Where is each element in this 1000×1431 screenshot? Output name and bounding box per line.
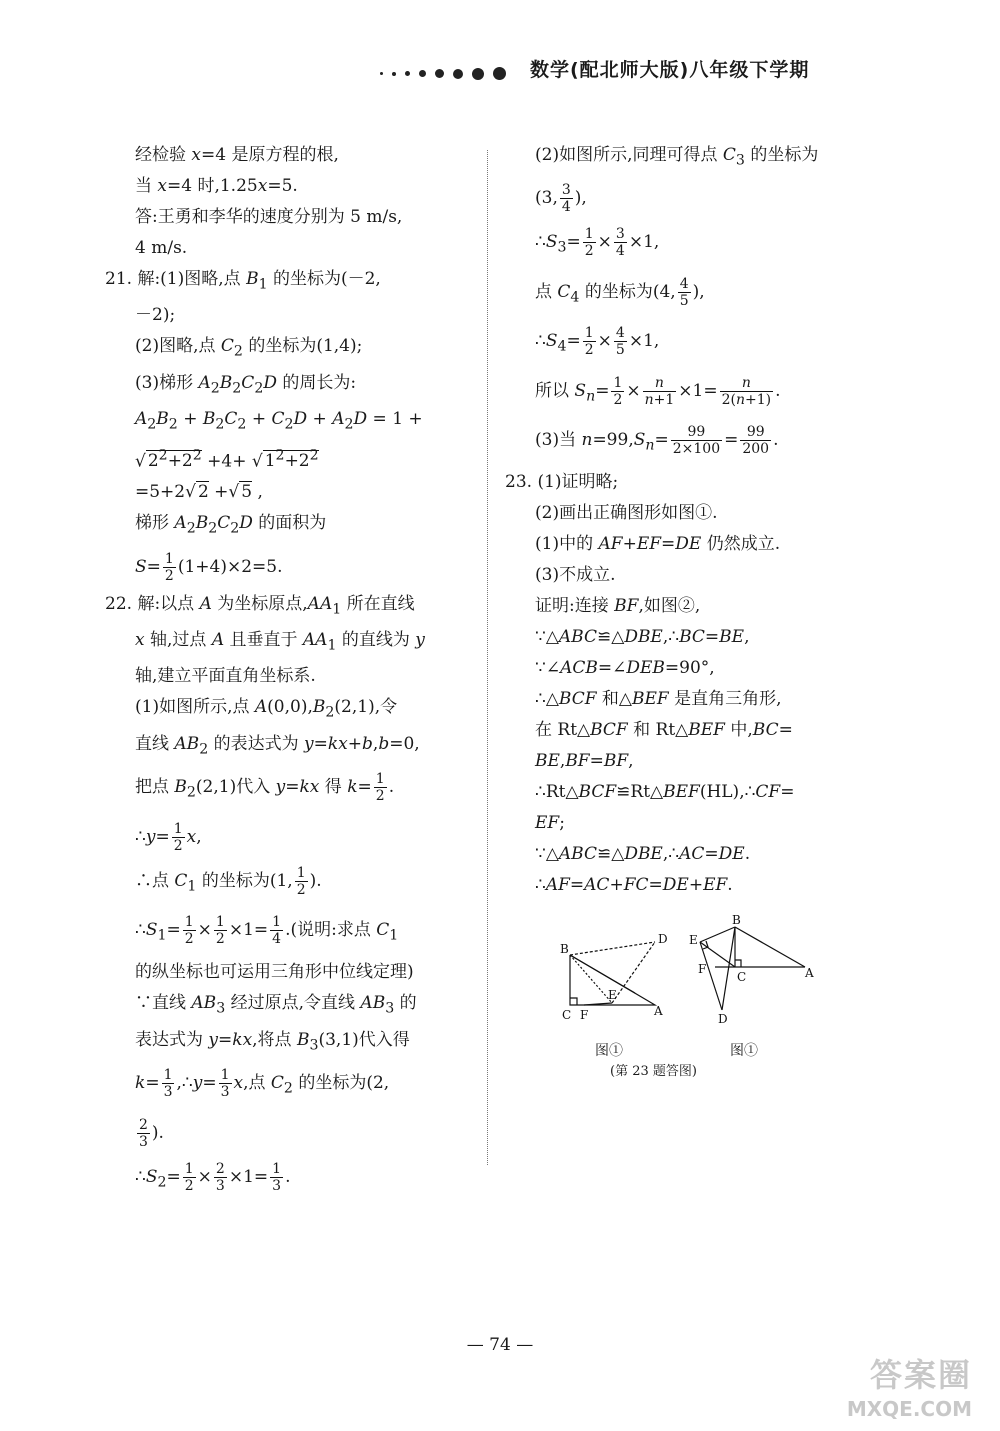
text-line: (2)如图所示,同理可得点 $C_3$ 的坐标为 — [535, 145, 819, 169]
answer-figures — [550, 915, 850, 1085]
text-line: 的纵坐标也可运用三角形中位线定理) — [135, 962, 414, 983]
svg-text:E: E — [689, 933, 698, 947]
text-line: $\therefore S_3=$ $\frac{1}{2}$ × $\frac{3}{4}$ ×1, — [535, 226, 660, 260]
watermark-logo: 答案圈 — [869, 1356, 972, 1394]
text-line: (3)当 $n=99,S_n=$ $\frac{99}{2\times 100}$ = $\frac{99}{200}$ . — [535, 423, 779, 457]
figure-caption: (第 23 题答图) — [610, 1064, 697, 1079]
geometry-figures — [550, 915, 850, 1055]
text-line: 在 Rt△BCF 和 Rt△BEF 中,BC= — [535, 720, 793, 741]
text-line: $\therefore S_4=$ $\frac{1}{2}$ × $\frac{4}{5}$ ×1, — [535, 325, 660, 359]
figure-1-label: 图① — [595, 1043, 623, 1059]
text-line: 4 m/s. — [135, 238, 188, 258]
left-column — [105, 140, 480, 1204]
svg-text:A: A — [805, 966, 814, 980]
text-line: (1)如图所示,点 $A(0,0),B_2(2,1)$,令 — [135, 697, 398, 721]
figure-2-label: 图① — [730, 1043, 758, 1059]
question-22: 22. 解:以点 A 为坐标原点$,AA_1$ 所在直线 — [105, 593, 415, 617]
text-line: (3)梯形 $A_2B_2C_2D$ 的周长为: — [135, 372, 357, 397]
text-line: 所以 $S_n=$ $\frac{1}{2}$ × $\frac{n}{n+1}$ ×1= $\frac{n}{2(n+1)}$ . — [535, 374, 781, 408]
header-title: 数学(配北师大版)八年级下学期 — [530, 59, 810, 81]
svg-text:D: D — [718, 1012, 728, 1026]
text-line: 当 x=4 时,1.25x=5. — [135, 176, 298, 196]
text-line: S= $\frac{1}{2}$ (1+4)×2=5. — [135, 550, 283, 584]
svg-text:F: F — [580, 1008, 589, 1022]
text-line: (2)图略,点 $C_2$ 的坐标为(1,4); — [135, 336, 363, 360]
figure-2-labels — [689, 915, 814, 1026]
svg-text:B: B — [732, 915, 741, 927]
text-line: x 轴,过点 A 且垂直于 $AA_1$ 的直线为 y — [135, 630, 425, 654]
text-line: √ $2^2+2^2 +4+$ √ $1^2+2^2$ — [135, 447, 319, 472]
question-23: 23. (1)证明略; — [505, 472, 619, 493]
text-line: 点 $C_4$ 的坐标为(4, $\frac{4}{5}$ ), — [535, 275, 705, 309]
svg-text:D: D — [658, 932, 668, 946]
text-line: 答:王勇和李华的速度分别为 5 m/s, — [135, 207, 403, 227]
page-header — [380, 55, 880, 89]
svg-text:A: A — [654, 1004, 663, 1018]
text-line: $\frac{2}{3}$ ). — [139, 1116, 164, 1150]
text-line: 轴,建立平面直角坐标系. — [135, 666, 316, 687]
text-line: 把点 $B_2(2,1)$代入 y=kx 得 k= $\frac{1}{2}$ . — [135, 771, 395, 805]
text-line: $\therefore S_1=$ $\frac{1}{2}$ × $\frac{1}{2}$ ×1= $\frac{1}{4}$ .(说明:求点 $C_1$ — [135, 913, 399, 947]
question-21: 21. 解:(1)图略,点 $B_1$ 的坐标为(－2, — [105, 269, 381, 293]
text-line: 表达式为 y=kx,将点 $B_3(3,1)$代入得 — [135, 1029, 410, 1054]
text-line: ∴点 $C_1$ 的坐标为(1, $\frac{1}{2}$ ). — [135, 864, 322, 898]
svg-text:C: C — [562, 1008, 572, 1022]
text-line: $\therefore S_2=$ $\frac{1}{2}$ × $\frac{2}{3}$ ×1= $\frac{1}{3}$ . — [135, 1160, 291, 1194]
text-line: ∵△ABC≌△DBE,∴AC=DE. — [535, 844, 751, 865]
text-line: EF; — [535, 813, 565, 834]
column-divider — [487, 150, 488, 1165]
right-column — [505, 140, 885, 901]
svg-text:C: C — [737, 970, 747, 984]
figure-1-labels — [560, 932, 668, 1022]
text-line: (1)中的 AF+EF=DE 仍然成立. — [535, 534, 781, 555]
text-line: 经检验 x=4 是原方程的根, — [135, 145, 339, 165]
text-line: ∴Rt△BCF≌Rt△BEF(HL),∴CF= — [535, 782, 795, 803]
figure-2 — [700, 927, 805, 1010]
text-line: 证明:连接 BF,如图②, — [535, 596, 701, 617]
text-line: ∵∠ACB=∠DEB=90°, — [535, 658, 715, 679]
text-line: =5+2√ 2 +√ 5 , — [135, 482, 263, 503]
text-line: BE,BF=BF, — [535, 751, 634, 772]
text-line: ∵△ABC≌△DBE,∴BC=BE, — [535, 627, 750, 648]
text-line: －2); — [135, 305, 176, 326]
page-number: — 74 — — [466, 1335, 534, 1355]
text-line: ∵直线 $AB_3$ 经过原点,令直线 $AB_3$ 的 — [135, 993, 417, 1017]
text-line: 梯形 $A_2B_2C_2D$ 的面积为 — [135, 513, 327, 537]
text-line: $A_2B_2 + B_2C_2 + C_2D + A_2D = 1$ + — [135, 409, 423, 433]
text-line: ∴y= $\frac{1}{2}$ x, — [135, 820, 202, 854]
svg-text:B: B — [560, 942, 569, 956]
svg-text:E: E — [608, 988, 617, 1002]
text-line: (2)画出正确图形如图①. — [535, 503, 718, 524]
text-line: (3, $\frac{3}{4}$ ), — [535, 182, 587, 216]
text-line: 直线 $AB_2$ 的表达式为 y=kx+b,b=0, — [135, 733, 420, 758]
text-line: (3)不成立. — [535, 565, 616, 586]
svg-text:F: F — [698, 962, 707, 976]
text-line: ∴△BCF 和△BEF 是直角三角形, — [535, 689, 782, 710]
text-line: k= $\frac{1}{3}$ ,∴y= $\frac{1}{3}$ x,点 $C_2$ 的坐标为(2, — [135, 1067, 390, 1101]
decorative-dots — [380, 63, 515, 82]
text-line: ∴AF=AC+FC=DE+EF. — [535, 875, 733, 896]
watermark-url: MXQE.COM — [846, 1397, 972, 1421]
